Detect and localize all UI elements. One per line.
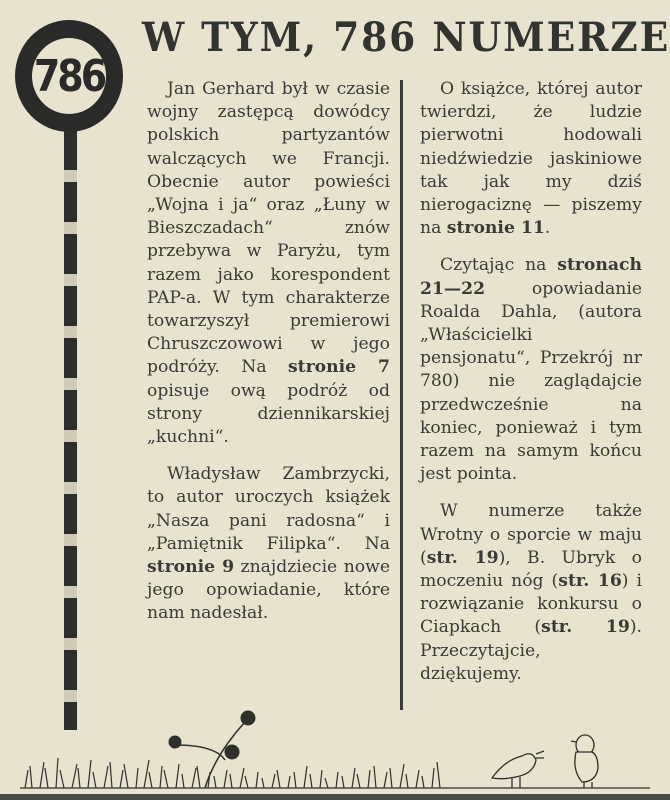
paragraph [420, 500, 642, 686]
text: . [544, 218, 551, 239]
sign-number: 786 [33, 50, 105, 102]
issue-number-sign [15, 20, 123, 132]
column-divider [400, 80, 403, 710]
paragraph [147, 463, 390, 625]
right-column [420, 78, 642, 700]
text: Władysław Zambrzycki, to autor uroczych książek „Nasza pani radosna“ i „Pamiętnik Filipka“. Na [147, 464, 390, 554]
striped-pole-icon [64, 130, 77, 730]
bottom-border [0, 794, 670, 800]
page-reference: str. 19 [541, 617, 630, 638]
page-reference: str. 19 [426, 547, 499, 568]
text: ), B. Ubryk o moczeniu nóg ( [420, 547, 642, 592]
text: ). Przeczytajcie, dziękujemy. [420, 617, 642, 684]
page-reference: str. 16 [558, 571, 622, 592]
text: Jan Gerhard był w czasie wojny zastępcą dowódcy polskich partyzantów walczących we Francji. Obecnie autor powieści „Wojna i ja“ oraz „Łuny w Bieszczadach“ znów przebywa w Paryżu, tym razem jako korespondent PAP-a. W tym charakterze towarzyszył premierowi Chruszczowowi w jego podróży. Na [147, 79, 390, 378]
text: opowiadanie Roalda Dahla, (autora „Właścicielki pensjonatu“, Przekrój nr 780) nie zaglądajcie przedwcześnie na koniec, ponieważ i tym razem na samym końcu jest pointa. [420, 278, 642, 485]
text: Czytając na [440, 255, 558, 276]
sign-inner [32, 38, 106, 114]
text: znajdziecie nowe jego opowiadanie, które nam nadesłał. [147, 557, 390, 624]
text: opisuje ową podróż od strony dziennikarskiej „kuchni“. [147, 380, 390, 448]
text: O książce, której autor twierdzi, że ludzie pierwotni hodowali niedźwiedzie jaskiniowe tak jak my dziś nierogaciznę — piszemy na [420, 79, 642, 239]
bird-left-icon [492, 751, 544, 788]
text: ) i rozwiązanie konkursu o Ciapkach ( [420, 571, 643, 638]
page-title: W TYM, 786 NUMERZE [142, 14, 670, 61]
grass-icon [20, 758, 650, 788]
paragraph [420, 254, 642, 486]
left-column [147, 78, 390, 640]
page-reference: stronie 9 [147, 557, 235, 578]
grass-birds-illustration [0, 700, 670, 794]
paragraph [420, 78, 642, 240]
page-reference: stronie 11 [446, 218, 545, 239]
text: W numerze także Wrotny o sporcie w maju ( [420, 501, 642, 568]
page-reference: stronach 21—22 [420, 255, 642, 299]
paragraph [147, 78, 390, 449]
page-reference: stronie 7 [288, 357, 390, 378]
sign-disc [15, 20, 123, 132]
bird-right-icon [571, 735, 598, 788]
